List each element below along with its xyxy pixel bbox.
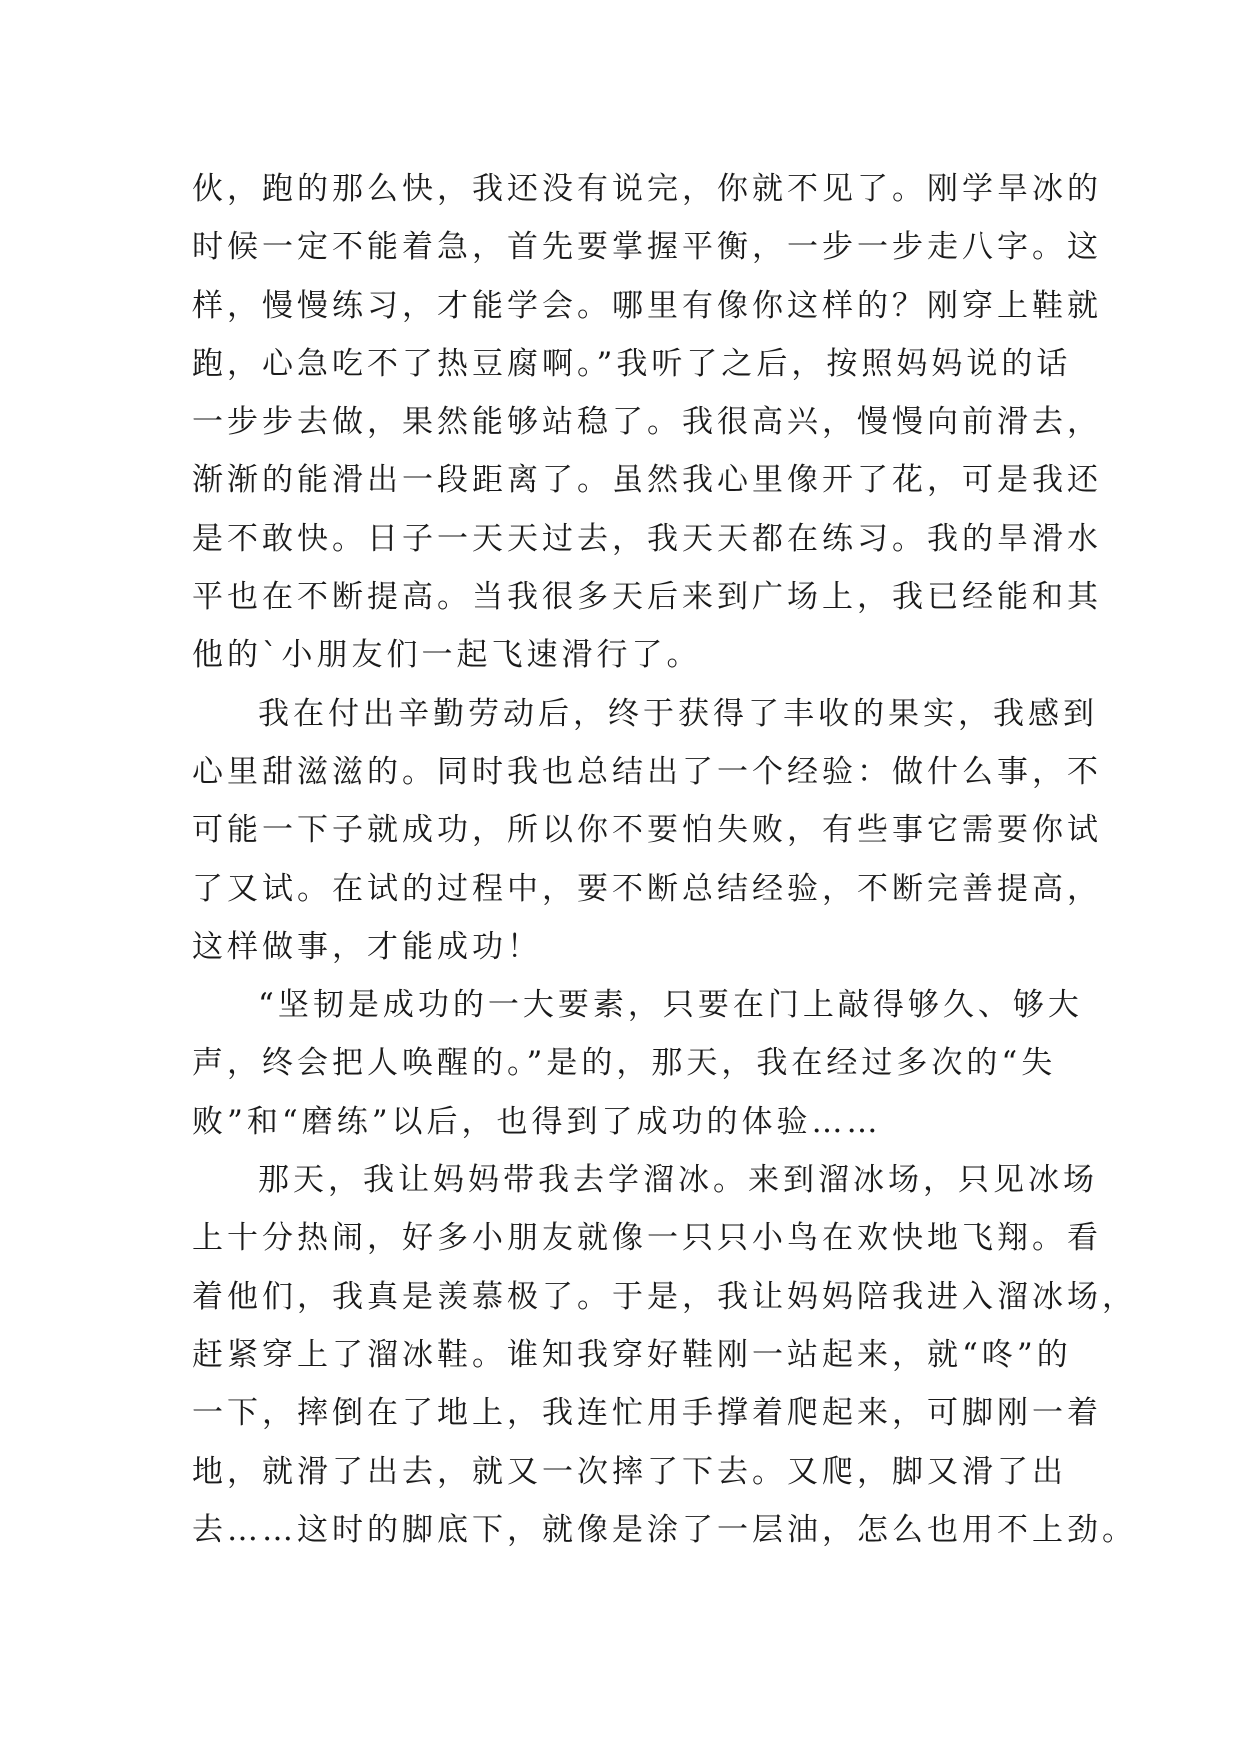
body-text [192,160,1137,1559]
text-line: 他的`小朋友们一起飞速滑行了。 [192,637,702,674]
text-line: 赶紧穿上了溜冰鞋。谁知我穿好鞋刚一站起来，就“咚”的 [192,1336,1072,1373]
text-line: 一步步去做，果然能够站稳了。我很高兴，慢慢向前滑去， [192,404,1102,441]
paragraph-first-line: 那天，我让妈妈带我去学溜冰。来到溜冰场，只见冰场 [258,1162,1098,1199]
text-line: 败”和“磨练”以后，也得到了成功的体验…… [192,1103,882,1140]
text-line: 可能一下子就成功，所以你不要怕失败，有些事它需要你试 [192,812,1102,849]
text-line: 样，慢慢练习，才能学会。哪里有像你这样的？刚穿上鞋就 [192,287,1102,324]
text-line: 平也在不断提高。当我很多天后来到广场上，我已经能和其 [192,579,1102,616]
text-line: 了又试。在试的过程中，要不断总结经验，不断完善提高， [192,870,1102,907]
text-line: 一下，摔倒在了地上，我连忙用手撑着爬起来，可脚刚一着 [192,1395,1102,1432]
text-line: 去……这时的脚底下，就像是涂了一层油，怎么也用不上劲。 [192,1511,1137,1548]
text-line: 渐渐的能滑出一段距离了。虽然我心里像开了花，可是我还 [192,462,1102,499]
text-line: 是不敢快。日子一天天过去，我天天都在练习。我的旱滑水 [192,520,1102,557]
paragraph-first-line: 我在付出辛勤劳动后，终于获得了丰收的果实，我感到 [258,695,1098,732]
text-line: 声，终会把人唤醒的。”是的，那天，我在经过多次的“失 [192,1045,1057,1082]
text-line: 上十分热闹，好多小朋友就像一只只小鸟在欢快地飞翔。看 [192,1220,1102,1257]
paragraph-first-line: “坚韧是成功的一大要素，只要在门上敲得够久、够大 [258,987,1083,1024]
text-line: 地，就滑了出去，就又一次摔了下去。又爬，脚又滑了出 [192,1453,1067,1490]
text-line: 心里甜滋滋的。同时我也总结出了一个经验：做什么事，不 [192,753,1102,790]
text-line: 这样做事，才能成功！ [192,928,542,965]
text-line: 跑，心急吃不了热豆腐啊。”我听了之后，按照妈妈说的话 [192,345,1072,382]
text-line: 时候一定不能着急，首先要掌握平衡，一步一步走八字。这 [192,229,1102,266]
text-line: 着他们，我真是羡慕极了。于是，我让妈妈陪我进入溜冰场， [192,1278,1137,1315]
text-line: 伙，跑的那么快，我还没有说完，你就不见了。刚学旱冰的 [192,171,1102,207]
